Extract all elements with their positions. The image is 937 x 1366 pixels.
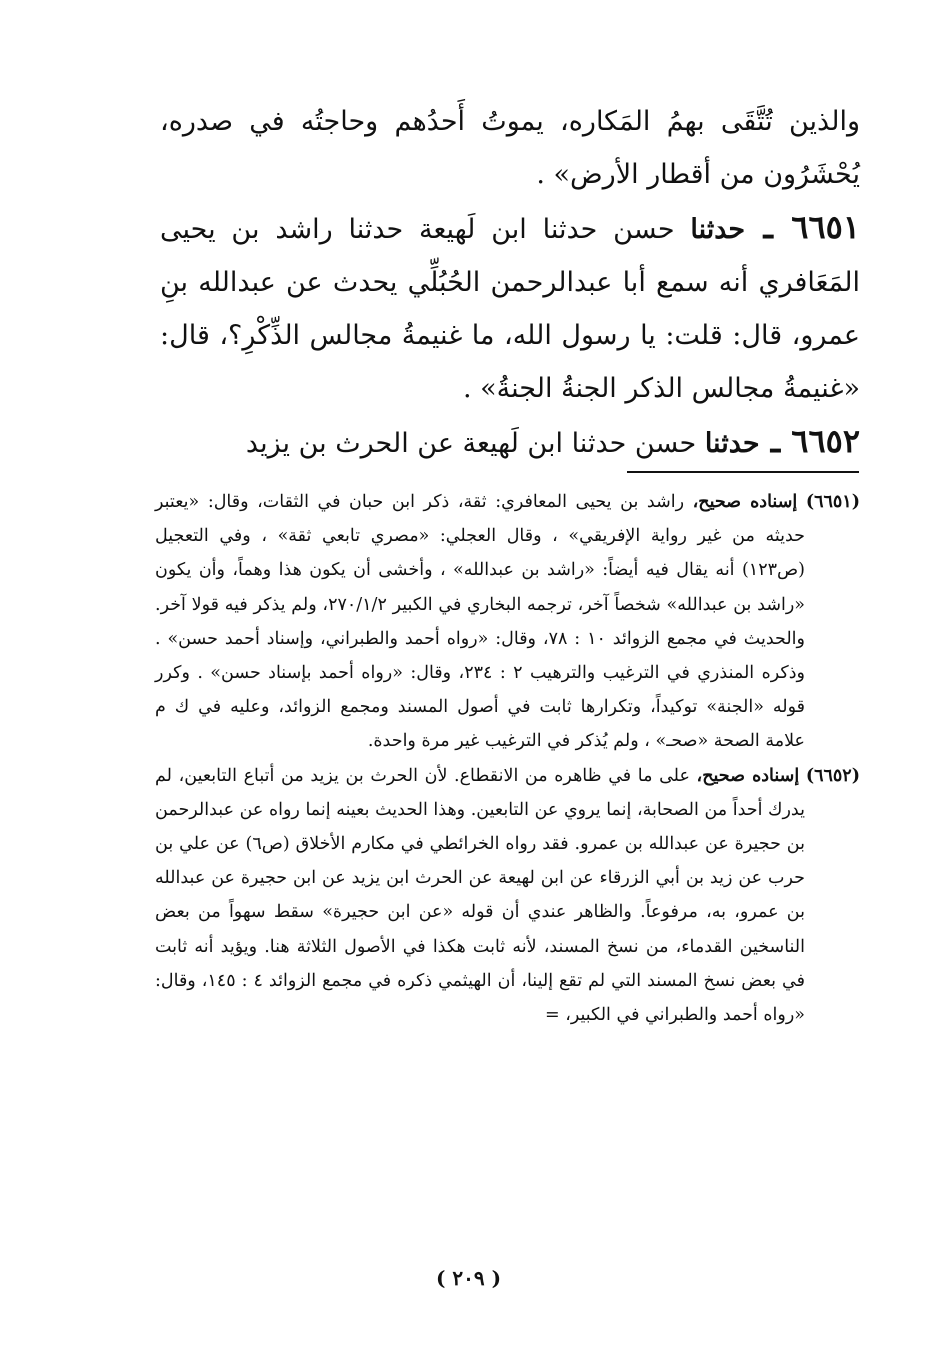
paragraph-continuation: والذين تُتَّقَى بهمُ المَكاره، يموتُ أَحدُهم وحاجتُه في صدره، يُحْشَرُون من أقطار الأرض» . [160,106,860,190]
page-number: ( ٢٠٩ ) [435,1266,502,1290]
hadith-keyword: حدثنا [690,214,746,245]
hadith-6652 [160,415,860,470]
footnote-label: (٦٦٥٢) [805,765,860,786]
footnote-6651 [155,485,860,759]
hadith-dash: ـ [759,422,792,460]
main-text [160,95,860,470]
footnote-text: على ما في ظاهره من الانقطاع. لأن الحرث بن يزيد من أتباع التابعين، لم يدرك أحداً من الصحابة، إنما يروي عن التابعين. وهذا الحديث بعينه إنما رواه عن عبدالرحمن بن حجيرة عن عبدالله بن عمرو. فقد رواه الخرائطي في مكارم الأخلاق (ص٦) عن علي بن حرب عن زيد بن أبي الزرقاء عن ابن لهيعة عن الحرث ابن يزيد عن ابن حجيرة عن عبدالله بن عمرو، به، مرفوعاً. والظاهر عندي أن قوله «عن ابن حجيرة» سقط سهواً من بعض الناسخين القدماء، من نسخ المسند، لأنه ثابت هكذا في الأصول الثلاثة هنا. ويؤيد أنه ثابت في بعض نسخ المسند التي لم تقع إلينا، أن الهيثمي ذكره في مجمع الزوائد ٤ : ١٤٥، وقال: «رواه أحمد والطبراني في الكبير، = [155,765,805,1026]
hadith-text: حسن حدثنا ابن لَهيعة عن الحرث بن يزيد [245,428,705,459]
footnote-keyword: إسناده صحيح، [692,492,798,512]
footnote-text: راشد بن يحيى المعافري: ثقة، ذكر ابن حبان في الثقات، وقال: «يعتبر حديثه من غير رواية الإفريقي» ، وقال العجلي: «مصري تابعي ثقة» ، وفي التعجيل (ص١٢٣) أنه يقال فيه أيضاً: «راشد بن عبدالله» ، وأخشى أن يكون هذا وهماً، وأن يكون «راشد بن عبدالله» شخصاً آخر، ترجمه البخاري في الكبير ٢٧٠/١/٢، ولم يذكر فيه قولا آخر. والحديث في مجمع الزوائد ١٠ : ٧٨، وقال: «رواه أحمد والطبراني، وإسناد أحمد حسن» . وذكره المنذري في الترغيب والترهيب ٢ : ٢٣٤، وقال: «رواه أحمد بإسناد حسن» . وكرر قوله «الجنة» توكيداً، وتكرارها ثابت في أصول المسند ومجمع الزوائد، وعليه في ك م علامة الصحة «صحـ» ، ولم يُذكر في الترغيب غير مرة واحدة. [155,492,806,752]
footnote-separator [627,471,859,473]
hadith-keyword: حدثنا [704,428,760,459]
hadith-number: ٦٦٥٢ [791,422,860,460]
hadith-text: حسن حدثنا ابن لَهيعة حدثنا راشد بن يحيى المَعَافري أنه سمع أبا عبدالرحمن الحُبُلِّي يحدث عن عبدالله بنِ عمرو، قال: قلت: يا رسول الله، ما غنيمةُ مجالس الذِّكْرِ؟، قال: «غنيمةُ مجالس الذكر الجنةُ الجنةُ» . [160,214,860,404]
footnotes [155,485,860,1032]
hadith-number: ٦٦٥١ [791,208,861,246]
hadith-dash: ـ [745,208,792,246]
hadith-6651 [160,201,860,415]
footnote-label: (٦٦٥١) [805,492,860,512]
footnote-6652 [155,759,860,1033]
footnote-keyword: إسناده صحيح، [696,765,800,786]
